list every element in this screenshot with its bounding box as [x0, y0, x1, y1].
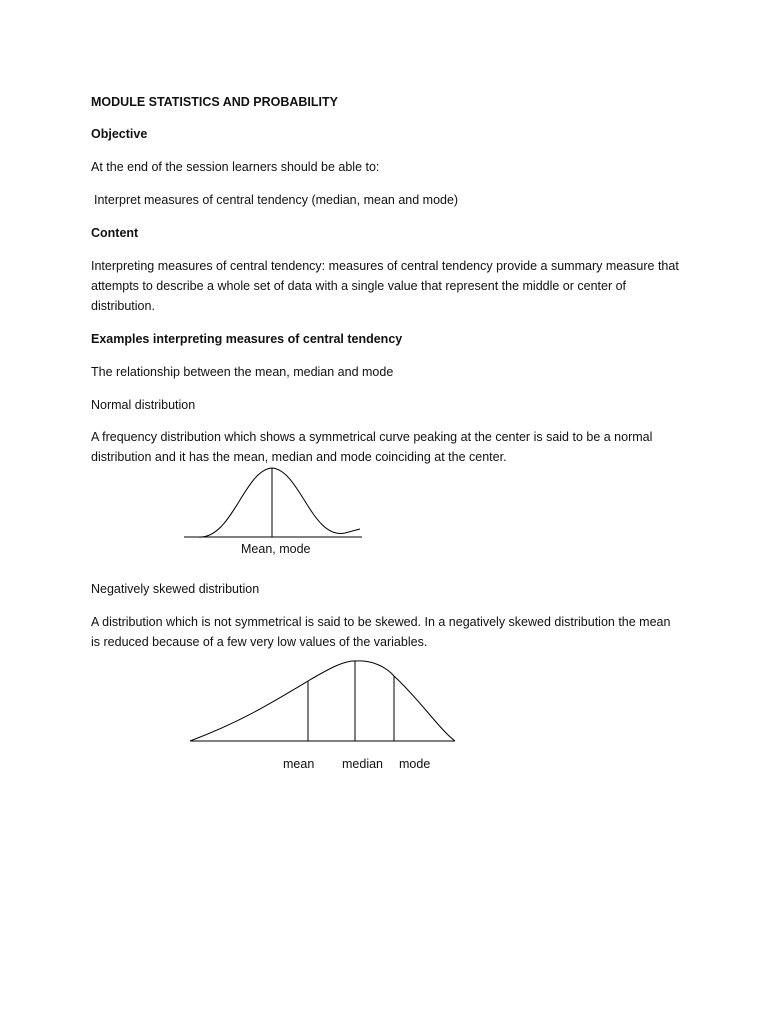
skew-curve — [190, 661, 455, 741]
median-label: median — [342, 757, 383, 771]
objective-item: Interpret measures of central tendency (median, mean and mode) — [94, 193, 459, 207]
normal-distribution-paragraph: A frequency distribution which shows a symmetrical curve peaking at the center is said to be a normal distribution and it has the mean, median and mode coinciding at the center. — [91, 430, 653, 464]
objective-heading: Objective — [91, 127, 148, 141]
document-title: MODULE STATISTICS AND PROBABILITY — [91, 95, 338, 109]
mode-label: mode — [399, 757, 431, 771]
negatively-skewed-paragraph: A distribution which is not symmetrical is said to be skewed. In a negatively skewed distribution the mean is reduced because of a few very low values of the variables. — [91, 615, 671, 649]
normal-caption: Mean, mode — [241, 542, 311, 556]
normal-distribution-heading: Normal distribution — [91, 398, 196, 412]
negatively-skewed-heading: Negatively skewed distribution — [91, 582, 260, 596]
objective-intro: At the end of the session learners should be able to: — [91, 160, 380, 174]
relationship-text: The relationship between the mean, median and mode — [91, 365, 394, 379]
examples-heading: Examples interpreting measures of central tendency — [91, 332, 403, 346]
content-paragraph: Interpreting measures of central tendency: measures of central tendency provide a summary measure that attempts to describe a whole set of data with a single value that represent the middle or center of distribution. — [91, 259, 679, 313]
mean-label: mean — [283, 757, 315, 771]
content-heading: Content — [91, 226, 139, 240]
